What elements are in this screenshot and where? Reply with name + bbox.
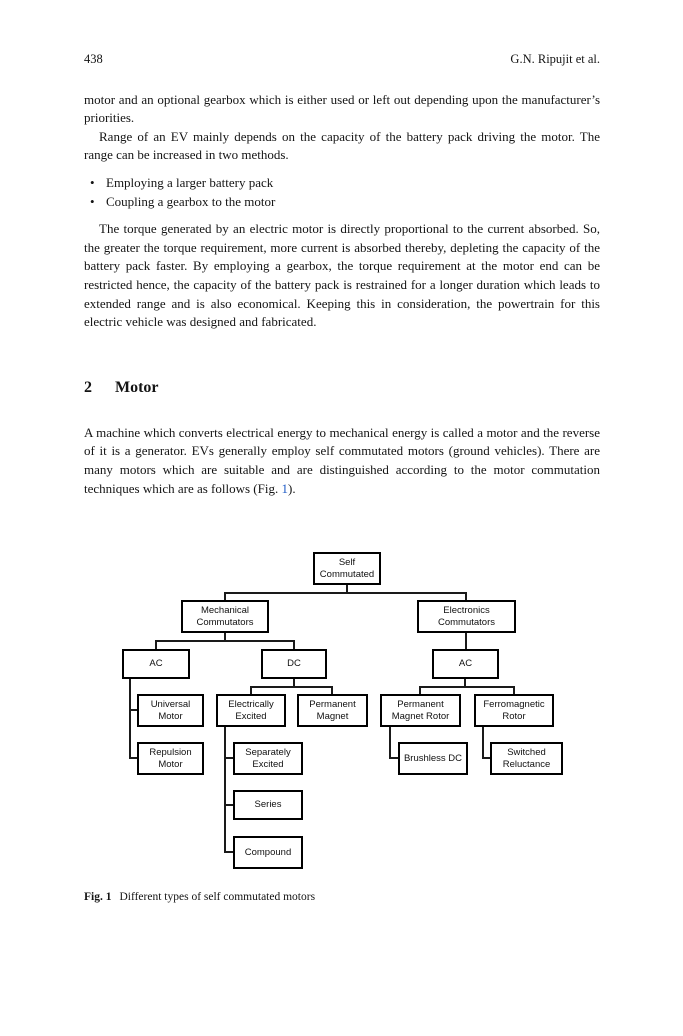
node-ac-mechanical [122,649,190,679]
node-label: Universal Motor [150,699,191,722]
node-label: Electronics Commutators [437,605,495,628]
section-title: Motor [115,378,159,396]
node-label: Repulsion Motor [149,747,192,770]
figure-caption-label: Fig. 1 [84,891,112,904]
node-self-commutated [313,552,381,585]
bullet-item-text: Employing a larger battery pack [106,174,274,190]
node-label: Mechanical Commutators [196,605,254,628]
node-electronics-commutators [417,600,516,633]
section-number: 2 [84,378,92,396]
node-label: AC [149,658,163,670]
paragraph-4-text: A machine which converts electrical energy to mechanical energy is called a motor and the reverse of it is a generator. EVs generally employ self commutated motors (ground vehicles). There are many motors which are suitable and are distinguished according to the motor commutation techniques which are as follows (Fig. [84,424,600,496]
list-item [84,193,600,212]
running-head-authors: G.N. Ripujit et al. [510,52,600,66]
node-label: AC [458,658,473,670]
paragraph-1: motor and an optional gearbox which is either used or left out depending upon the manufacturer’s priorities. [84,91,600,126]
node-universal-motor [137,694,204,727]
node-ac-electronic [432,649,499,679]
node-permanent-magnet [297,694,368,727]
figure-1-link[interactable]: 1 [281,480,288,496]
node-label: Switched Reluctance [502,747,551,770]
node-label: DC [287,658,301,670]
running-header [84,50,600,69]
node-permanent-magnet-rotor [380,694,461,727]
node-dc [261,649,327,679]
node-compound [233,836,303,869]
bullet-list [84,174,600,211]
node-label: Self Commutated [319,557,375,580]
page-number: 438 [84,52,103,66]
node-label: Electrically Excited [228,699,274,722]
figure-caption-text: Different types of self commutated motors [119,891,316,904]
node-separately-excited [233,742,303,775]
node-electrically-excited [216,694,286,727]
paragraph-4-text-end: ). [287,480,296,496]
node-label: Series [254,799,282,811]
node-label: Permanent Magnet Rotor [391,699,450,722]
node-label: Ferromagnetic Rotor [483,699,545,722]
node-label: Brushless DC [403,752,463,764]
node-mechanical-commutators [181,600,269,633]
node-ferromagnetic-rotor [474,694,554,727]
paragraph-2: Range of an EV mainly depends on the capacity of the battery pack driving the motor. The range can be increased in two methods. [84,128,600,163]
paragraph-3: The torque generated by an electric motor is directly proportional to the current absorbed. So, the greater the torque requirement, more current is absorbed thereby, depleting the capacity of the battery pack faster. By employing a gearbox, the torque requirement at the motor end can be restricted hence, the capacity of the battery pack is restrained for a longer duration which leads to extended range and is also economical. Keeping this in consideration, the powertrain for this electric vehicle was designed and fabricated. [84,221,600,330]
figure-1-diagram [84,548,600,873]
figure-caption [84,890,600,905]
node-switched-reluctance [490,742,563,775]
node-series [233,790,303,820]
node-brushless-dc [398,742,468,775]
section-heading [84,378,600,398]
list-item [84,174,600,193]
bullet-item-text: Coupling a gearbox to the motor [106,193,276,209]
node-label: Compound [244,846,292,858]
node-repulsion-motor [137,742,204,775]
paragraph-4 [84,424,600,498]
node-label: Permanent Magnet [309,699,356,722]
node-label: Separately Excited [245,747,291,770]
